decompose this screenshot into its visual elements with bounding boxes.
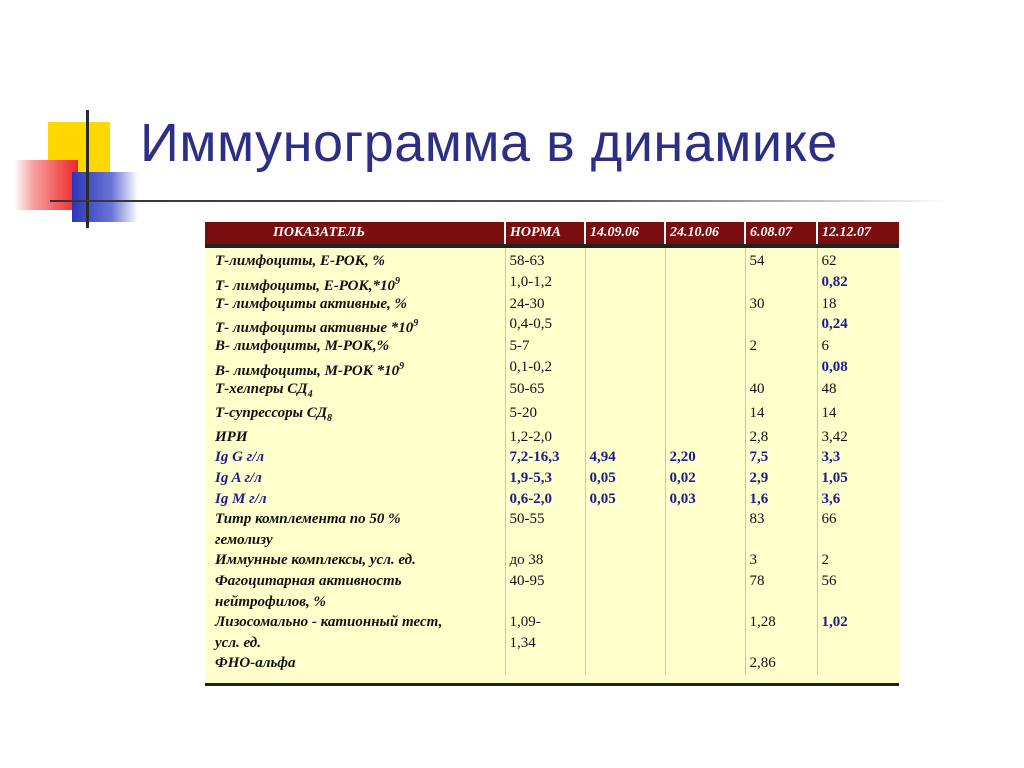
indicator-name — [205, 490, 505, 511]
date-value-cell — [585, 654, 665, 675]
date-value-cell: 83 — [745, 510, 817, 531]
table-row — [205, 490, 899, 511]
date-value-cell — [585, 273, 665, 295]
date-value-cell — [665, 428, 745, 449]
indicator-label: ФНО-альфа — [215, 655, 296, 672]
table-row — [205, 654, 899, 675]
date-value-cell: 3,6 — [821, 490, 841, 507]
indicator-label: Титр комплемента по 50 % — [215, 511, 401, 528]
header-date-3: 6.08.07 — [745, 222, 817, 246]
date-value-cell: 7,5 — [745, 448, 817, 469]
date-value-cell: 48 — [821, 380, 837, 397]
indicator-name — [205, 572, 505, 593]
date-value-cell: 54 — [745, 246, 817, 273]
date-value-cell — [585, 380, 665, 404]
date-value-cell — [745, 531, 817, 552]
indicator-name — [205, 404, 505, 428]
indicator-name — [205, 531, 505, 552]
date-value-cell: 0,24 — [821, 316, 848, 333]
indicator-name — [205, 551, 505, 572]
indicator-label: Иммунные комплексы, усл. ед. — [215, 552, 416, 569]
blue-square-decoration — [72, 172, 138, 222]
title-decoration — [0, 0, 140, 240]
date-value-cell: 40 — [745, 380, 817, 404]
indicator-label: Ig G г/л — [215, 449, 265, 466]
vertical-line-decoration — [86, 110, 89, 228]
table-row — [205, 358, 899, 380]
table-row — [205, 315, 899, 337]
date-value-cell — [585, 551, 665, 572]
date-value-cell — [585, 613, 665, 634]
norm-cell — [505, 593, 585, 614]
table-row — [205, 469, 899, 490]
indicator-label: В- лимфоциты, М-РОК,% — [215, 338, 390, 355]
norm-cell: до 38 — [505, 551, 585, 572]
indicator-label: гемолизу — [215, 531, 273, 548]
date-value-cell — [665, 654, 745, 675]
date-value-cell — [665, 358, 745, 380]
table-row — [205, 572, 899, 593]
indicator-name — [205, 358, 505, 380]
table-header-row — [205, 222, 899, 246]
indicator-name — [205, 246, 505, 273]
norm-cell: 1,9-5,3 — [505, 469, 585, 490]
date-value-cell: 6 — [821, 338, 829, 355]
date-value-cell — [817, 531, 899, 552]
indicator-label: Т-хелперы СД — [215, 380, 308, 397]
table-row — [205, 448, 899, 469]
header-date-1: 14.09.06 — [585, 222, 665, 246]
table-row — [205, 404, 899, 428]
date-value-cell — [665, 634, 745, 655]
norm-cell: 50-55 — [505, 510, 585, 531]
date-value-cell — [745, 273, 817, 295]
date-value-cell — [817, 654, 899, 675]
date-value-cell — [585, 634, 665, 655]
indicator-superscript: 9 — [394, 275, 400, 287]
norm-cell: 50-65 — [505, 380, 585, 404]
date-value-cell — [665, 404, 745, 428]
date-value-cell: 2,86 — [745, 654, 817, 675]
norm-cell: 58-63 — [505, 246, 585, 273]
date-value-cell — [585, 572, 665, 593]
date-value-cell: 4,94 — [585, 448, 665, 469]
date-value-cell — [745, 634, 817, 655]
date-value-cell: 1,28 — [745, 613, 817, 634]
norm-cell: 5-7 — [505, 337, 585, 358]
date-value-cell — [585, 295, 665, 316]
norm-cell: 1,34 — [505, 634, 585, 655]
header-indicator: ПОКАЗАТЕЛЬ — [205, 222, 505, 246]
norm-cell: 1,0-1,2 — [505, 273, 585, 295]
date-value-cell — [665, 246, 745, 273]
table-row — [205, 428, 899, 449]
norm-cell — [505, 654, 585, 675]
norm-cell: 0,6-2,0 — [505, 490, 585, 511]
date-value-cell — [585, 246, 665, 273]
date-value-cell — [585, 428, 665, 449]
table-row — [205, 593, 899, 614]
date-value-cell: 1,6 — [745, 490, 817, 511]
date-value-cell — [665, 593, 745, 614]
indicator-name — [205, 469, 505, 490]
indicator-name — [205, 634, 505, 655]
date-value-cell: 66 — [821, 511, 837, 528]
indicator-label: ИРИ — [215, 428, 248, 445]
date-value-cell: 2,20 — [665, 448, 745, 469]
indicator-name — [205, 448, 505, 469]
date-value-cell — [665, 295, 745, 316]
date-value-cell: 14 — [821, 404, 837, 421]
norm-cell: 0,4-0,5 — [505, 315, 585, 337]
date-value-cell — [585, 315, 665, 337]
immunogram-table — [205, 222, 899, 675]
date-value-cell — [665, 613, 745, 634]
norm-cell: 40-95 — [505, 572, 585, 593]
date-value-cell: 3 — [745, 551, 817, 572]
indicator-name — [205, 380, 505, 404]
indicator-label: Лизосомально - катионный тест, — [215, 614, 443, 631]
indicator-label: Т- лимфоциты активные *10 — [215, 320, 414, 337]
indicator-name — [205, 613, 505, 634]
indicator-superscript: 9 — [399, 360, 405, 372]
red-square-decoration — [14, 160, 78, 210]
date-value-cell: 0,82 — [821, 273, 848, 290]
indicator-label: Т-супрессоры СД — [215, 404, 328, 421]
date-value-cell — [665, 572, 745, 593]
date-value-cell — [585, 510, 665, 531]
date-value-cell — [817, 634, 899, 655]
date-value-cell — [665, 273, 745, 295]
norm-cell: 24-30 — [505, 295, 585, 316]
norm-cell — [505, 531, 585, 552]
indicator-label: усл. ед. — [215, 634, 261, 651]
date-value-cell: 2 — [821, 552, 829, 569]
title-underline — [50, 200, 950, 202]
norm-cell: 5-20 — [505, 404, 585, 428]
date-value-cell: 3,42 — [821, 428, 848, 445]
date-value-cell — [745, 315, 817, 337]
indicator-name — [205, 315, 505, 337]
date-value-cell: 0,08 — [821, 358, 848, 375]
indicator-name — [205, 428, 505, 449]
immunogram-table-container — [205, 222, 899, 686]
date-value-cell: 0,05 — [585, 490, 665, 511]
date-value-cell — [817, 593, 899, 614]
indicator-subscript: 8 — [327, 412, 333, 424]
norm-cell: 1,09- — [505, 613, 585, 634]
page-title: Иммунограмма в динамике — [140, 113, 838, 173]
date-value-cell — [585, 404, 665, 428]
date-value-cell — [665, 380, 745, 404]
date-value-cell — [585, 358, 665, 380]
indicator-name — [205, 295, 505, 316]
indicator-label: Ig A г/л — [215, 469, 262, 486]
table-row — [205, 510, 899, 531]
date-value-cell: 56 — [821, 572, 837, 589]
indicator-label: нейтрофилов, % — [215, 593, 326, 610]
date-value-cell: 1,02 — [821, 614, 848, 631]
date-value-cell: 62 — [821, 253, 837, 269]
table-row — [205, 295, 899, 316]
table-bottom-border — [205, 675, 899, 686]
indicator-subscript: 4 — [307, 388, 313, 400]
table-row — [205, 634, 899, 655]
date-value-cell: 78 — [745, 572, 817, 593]
norm-cell: 1,2-2,0 — [505, 428, 585, 449]
indicator-name — [205, 510, 505, 531]
date-value-cell — [665, 551, 745, 572]
date-value-cell: 0,03 — [665, 490, 745, 511]
date-value-cell — [745, 358, 817, 380]
date-value-cell: 18 — [821, 295, 837, 312]
indicator-label: Ig M г/л — [215, 490, 267, 507]
date-value-cell: 2,8 — [745, 428, 817, 449]
date-value-cell — [665, 531, 745, 552]
date-value-cell: 2 — [745, 337, 817, 358]
table-row — [205, 246, 899, 273]
date-value-cell: 1,05 — [821, 469, 848, 486]
table-row — [205, 531, 899, 552]
date-value-cell — [585, 337, 665, 358]
header-date-2: 24.10.06 — [665, 222, 745, 246]
table-row — [205, 613, 899, 634]
norm-cell: 7,2-16,3 — [505, 448, 585, 469]
indicator-label: Фагоцитарная активность — [215, 572, 402, 589]
header-norm: НОРМА — [505, 222, 585, 246]
table-row — [205, 337, 899, 358]
table-row — [205, 380, 899, 404]
date-value-cell — [745, 593, 817, 614]
table-body — [205, 246, 899, 675]
indicator-name — [205, 337, 505, 358]
date-value-cell: 2,9 — [745, 469, 817, 490]
date-value-cell: 30 — [745, 295, 817, 316]
date-value-cell: 0,02 — [665, 469, 745, 490]
date-value-cell: 3,3 — [821, 449, 841, 466]
header-date-4: 12.12.07 — [817, 222, 899, 246]
table-row — [205, 551, 899, 572]
table-row — [205, 273, 899, 295]
indicator-label: Т-лимфоциты, Е-РОК, % — [215, 253, 385, 269]
indicator-label: Т- лимфоциты активные, % — [215, 295, 407, 312]
indicator-name — [205, 593, 505, 614]
norm-cell: 0,1-0,2 — [505, 358, 585, 380]
date-value-cell — [665, 315, 745, 337]
indicator-superscript: 9 — [413, 318, 419, 330]
date-value-cell — [665, 510, 745, 531]
indicator-name — [205, 654, 505, 675]
date-value-cell: 14 — [745, 404, 817, 428]
indicator-label: Т- лимфоциты, Е-РОК,*10 — [215, 277, 395, 294]
date-value-cell — [665, 337, 745, 358]
date-value-cell — [585, 531, 665, 552]
indicator-label: В- лимфоциты, М-РОК *10 — [215, 362, 400, 379]
date-value-cell: 0,05 — [585, 469, 665, 490]
indicator-name — [205, 273, 505, 295]
date-value-cell — [585, 593, 665, 614]
